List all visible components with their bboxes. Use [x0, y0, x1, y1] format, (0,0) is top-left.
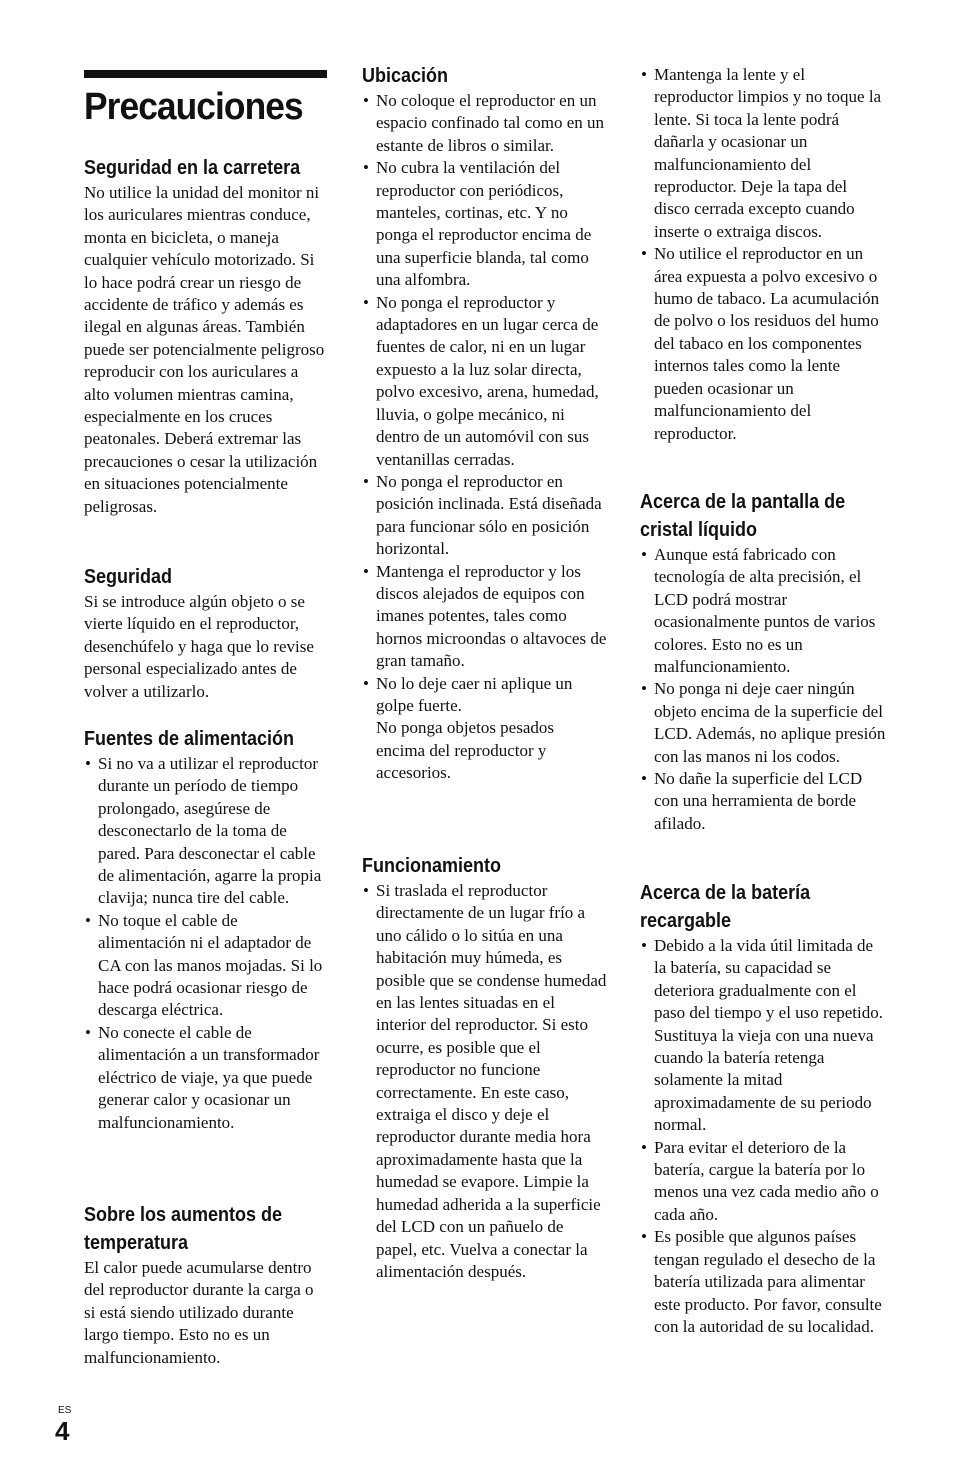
page-number: 4	[55, 1416, 70, 1446]
list-item: • Para evitar el deterioro de la batería, cargue la batería por lo menos una vez cada medio año o cada año.	[640, 1137, 886, 1227]
section-heading-line: cristal líquido	[640, 519, 758, 541]
page-title: Precauciones	[84, 86, 303, 128]
section-lens-care	[640, 64, 886, 445]
list-item: • No conecte el cable de alimentación a un transformador eléctrico de viaje, ya que puede generar calor y ocasionar un malfuncionamiento.	[84, 1022, 328, 1134]
bullet-list	[362, 90, 607, 785]
list-item: • No ponga el reproductor y adaptadores en un lugar cerca de fuentes de calor, ni en un lugar expuesto a la luz solar directa, polvo excesivo, arena, humedad, lluvia, o golpe mecánico, ni dentro de un automóvil con sus ventanillas cerradas.	[362, 292, 607, 471]
section-location	[362, 62, 607, 785]
section-heading-line: Acerca de la pantalla de	[640, 491, 846, 513]
list-item: • No dañe la superficie del LCD con una herramienta de borde afilado.	[640, 768, 886, 835]
section-battery	[640, 879, 886, 1338]
list-item: • No cubra la ventilación del reproductor con periódicos, manteles, cortinas, etc. Y no ponga el reproductor encima de una superficie blanda, tal como una alfombra.	[362, 157, 607, 291]
section-heading-line: Acerca de la batería	[640, 882, 811, 904]
paragraph: El calor puede acumularse dentro del reproductor durante la carga o si está siendo utilizado durante largo tiempo. Esto no es un malfuncionamiento.	[84, 1258, 314, 1367]
list-item: • No ponga ni deje caer ningún objeto encima de la superficie del LCD. Además, no aplique presión con las manos ni los codos.	[640, 678, 886, 768]
list-item: • Mantenga el reproductor y los discos alejados de equipos con imanes potentes, tales como hornos microondas o altavoces de gran tamaño.	[362, 561, 607, 673]
list-item: • No coloque el reproductor en un espacio confinado tal como en un estante de libros o similar.	[362, 90, 607, 157]
section-heading-line: Sobre los aumentos de	[84, 1204, 283, 1226]
list-item: • Mantenga la lente y el reproductor limpios y no toque la lente. Si toca la lente podrá dañarla y ocasionar un malfuncionamiento del reproductor. Deje la tapa del disco cerrada excepto cuando inserte o extraiga discos.	[640, 64, 886, 243]
section-heading: Seguridad en la carretera	[84, 157, 301, 179]
title-rule	[84, 70, 327, 78]
list-item: • No ponga el reproductor en posición inclinada. Está diseñada para funcionar sólo en posición horizontal.	[362, 471, 607, 561]
bullet-list	[84, 753, 328, 1134]
list-item: • Si traslada el reproductor directamente de un lugar frío a uno cálido o lo sitúa en una habitación muy húmeda, es posible que se condense humedad en las lentes situadas en el interior del reproductor. Si esto ocurre, es posible que el reproductor no funcione correctamente. En este caso, extraiga el disco y deje el reproductor durante media hora aproximadamente hasta que la humedad se evapore. Limpie la humedad adherida a la superficie del LCD con un pañuelo de papel, etc. Vuelva a conectar la alimentación después.	[362, 880, 607, 1283]
section-heading: Funcionamiento	[362, 855, 502, 877]
section-safety	[84, 563, 328, 703]
section-lcd	[640, 488, 886, 835]
list-item-line: No lo deje caer ni aplique un golpe fuerte.	[376, 673, 573, 715]
bullet-list	[640, 544, 886, 835]
section-heading: Fuentes de alimentación	[84, 728, 295, 750]
section-operation	[362, 852, 607, 1283]
list-item: • Debido a la vida útil limitada de la batería, su capacidad se deteriora gradualmente con el paso del tiempo y el uso repetido. Sustituya la vieja con una nueva cuando la batería retenga solamente la mitad aproximadamente de su periodo normal.	[640, 935, 886, 1137]
list-item: • Es posible que algunos países tengan regulado el desecho de la batería utilizada para alimentar este producto. Por favor, consulte con la autoridad de su localidad.	[640, 1226, 886, 1338]
section-heading-line: temperatura	[84, 1232, 189, 1254]
list-item: • Si no va a utilizar el reproductor durante un período de tiempo prolongado, asegúrese de desconectarlo de la toma de pared. Para desconectar el cable de alimentación, agarre la propia clavija; nunca tire del cable.	[84, 753, 328, 910]
list-item-line: No ponga objetos pesados encima del reproductor y accesorios.	[376, 718, 555, 783]
bullet-list	[640, 64, 886, 445]
section-heading-line: recargable	[640, 910, 732, 932]
section-heading: Ubicación	[362, 65, 449, 87]
paragraph: Si se introduce algún objeto o se vierte líquido en el reproductor, desenchúfelo y haga que lo revise personal especializado antes de volver a utilizarlo.	[84, 592, 314, 701]
list-item	[362, 673, 607, 785]
list-item: • No utilice el reproductor en un área expuesta a polvo excesivo o humo de tabaco. La acumulación de polvo o los residuos del humo del tabaco en los componentes internos tales como la lente pueden ocasionar un malfuncionamiento del reproductor.	[640, 243, 886, 445]
language-code: ES	[58, 1405, 72, 1416]
bullet-list	[640, 935, 886, 1338]
section-heading: Seguridad	[84, 566, 173, 588]
section-power-sources	[84, 725, 328, 1134]
section-road-safety	[84, 154, 328, 518]
section-temperature	[84, 1201, 328, 1369]
paragraph: No utilice la unidad del monitor ni los auriculares mientras conduce, monta en bicicleta, o maneja cualquier vehículo motorizado. Si lo hace podrá crear un riesgo de accidente de tráfico y además es ilegal en algunas áreas. También puede ser potencialmente peligroso reproducir con los auriculares a alto volumen mientras camina, especialmente en los cruces peatonales. Deberá extremar las precauciones o cesar la utilización en situaciones potencialmente peligrosas.	[84, 183, 325, 516]
list-item: • Aunque está fabricado con tecnología de alta precisión, el LCD podrá mostrar ocasionalmente puntos de varios colores. Esto no es un malfuncionamiento.	[640, 544, 886, 678]
list-item: • No toque el cable de alimentación ni el adaptador de CA con las manos mojadas. Si lo hace podrá ocasionar riesgo de descarga eléctrica.	[84, 910, 328, 1022]
bullet-list	[362, 880, 607, 1283]
